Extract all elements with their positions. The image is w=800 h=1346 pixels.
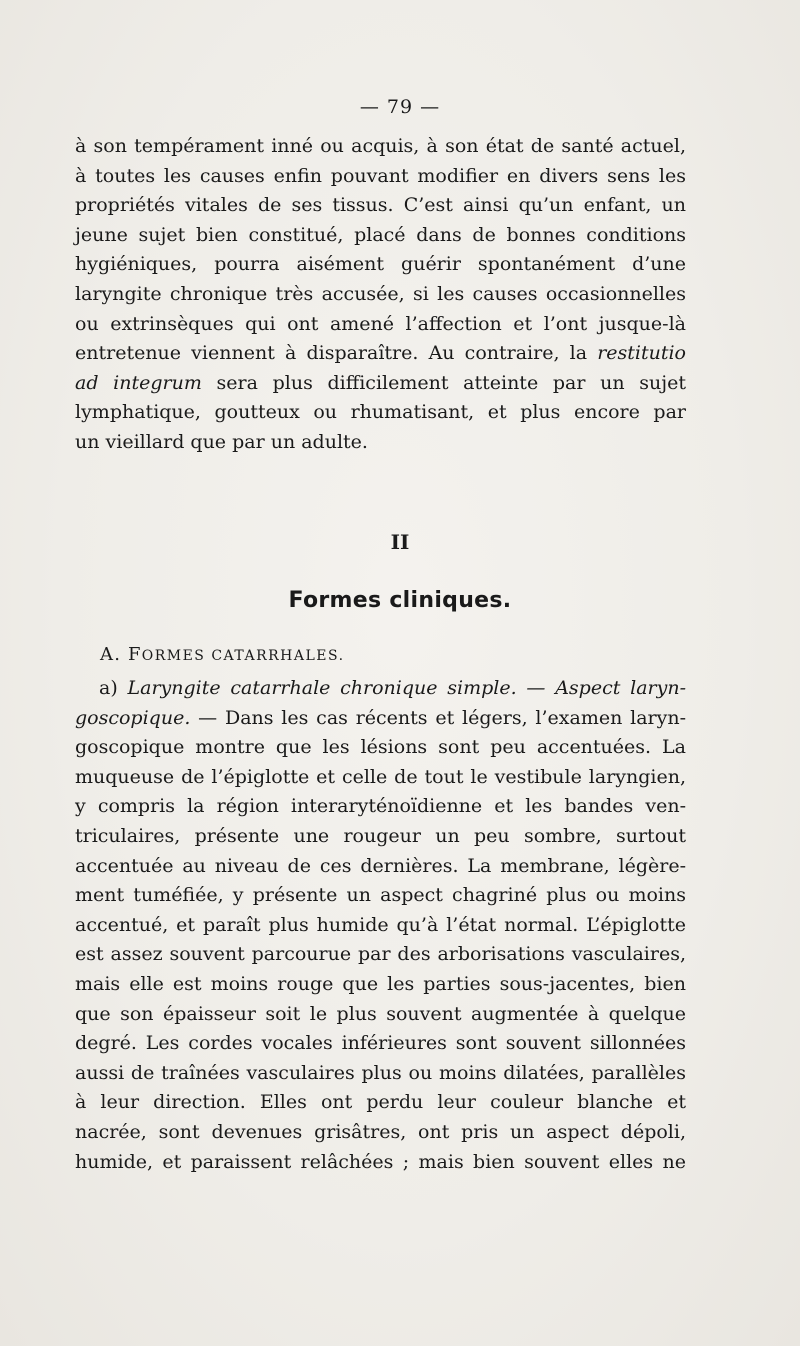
- text-line: un vieillard que par un adulte.: [75, 430, 368, 453]
- text-line: accentué, et paraît plus humide qu’à l’état normal. L’épiglotte: [75, 913, 686, 936]
- text-line: à toutes les causes enfin pouvant modifier en divers sens les: [75, 164, 686, 187]
- text-line: mais elle est moins rouge que les parties sous-jacentes, bien: [75, 972, 686, 995]
- text-line: muqueuse de l’épiglotte et celle de tout le vestibule laryngien,: [75, 765, 686, 788]
- subsection-small-caps: ORMES CATARRHALES.: [141, 648, 345, 664]
- text-line: est assez souvent parcourue par des arborisations vasculaires,: [75, 943, 686, 966]
- page-number: — 79 —: [359, 96, 441, 118]
- italic-term: restitutio: [597, 342, 686, 365]
- text-line: propriétés vitales de ses tissus. C’est ainsi qu’un enfant, un: [75, 194, 686, 217]
- text-line: nacrée, sont devenues grisâtres, ont pris un aspect dépoli,: [75, 1120, 686, 1143]
- italic-heading: Laryngite catarrhale chronique simple. — Aspect laryn-: [127, 677, 686, 699]
- text-line: jeune sujet bien constitué, placé dans de bonnes conditions: [75, 223, 686, 246]
- list-label: a): [99, 677, 128, 699]
- text-line: degré. Les cordes vocales inférieures sont souvent sillonnées: [75, 1032, 686, 1055]
- text-line: ou extrinsèques qui ont amené l’affection et l’ont jusque-là: [75, 312, 686, 335]
- text-line: y compris la région interaryténoïdienne et les bandes ven-: [75, 795, 686, 818]
- text-line: humide, et paraissent relâchées ; mais bien souvent elles ne: [75, 1150, 686, 1173]
- text-line: ment tuméfiée, y présente un aspect chagriné plus ou moins: [75, 884, 686, 907]
- section-number: II: [390, 530, 410, 554]
- text-line: à son tempérament inné ou acquis, à son état de santé actuel,: [75, 135, 686, 157]
- text-line: accentuée au niveau de ces dernières. La membrane, légère-: [75, 854, 686, 877]
- italic-term: ad integrum: [75, 371, 202, 394]
- text-line: laryngite chronique très accusée, si les causes occasionnelles: [75, 282, 686, 305]
- text-segment: entretenue viennent à disparaître. Au contraire, la: [75, 342, 598, 365]
- text-line: goscopique montre que les lésions sont peu accentuées. La: [75, 736, 686, 759]
- text-line: aussi de traînées vasculaires plus ou moins dilatées, parallèles: [75, 1061, 686, 1084]
- text-line: lymphatique, goutteux ou rhumatisant, et plus encore par: [75, 401, 686, 424]
- text-line: à leur direction. Elles ont perdu leur couleur blanche et: [75, 1091, 686, 1114]
- text-line: [75, 339, 686, 369]
- text-line: hygiéniques, pourra aisément guérir spontanément d’une: [75, 253, 686, 276]
- text-line: [75, 369, 686, 399]
- section-title: Formes cliniques.: [288, 588, 512, 613]
- subsection-letter: A. F: [100, 644, 142, 665]
- text-line: [75, 704, 686, 734]
- text-line: [75, 674, 686, 704]
- text-line: que son épaisseur soit le plus souvent augmentée à quelque: [75, 1002, 686, 1025]
- text-segment: sera plus difficilement atteinte par un sujet: [201, 371, 686, 394]
- subsection-heading: [100, 644, 345, 665]
- text-line: triculaires, présente une rougeur un peu sombre, surtout: [75, 824, 686, 847]
- text-segment: — Dans les cas récents et légers, l’examen laryn-: [190, 706, 686, 729]
- italic-heading: goscopique.: [75, 706, 191, 729]
- paragraph-2: [75, 674, 686, 1177]
- paragraph-1: [75, 132, 686, 458]
